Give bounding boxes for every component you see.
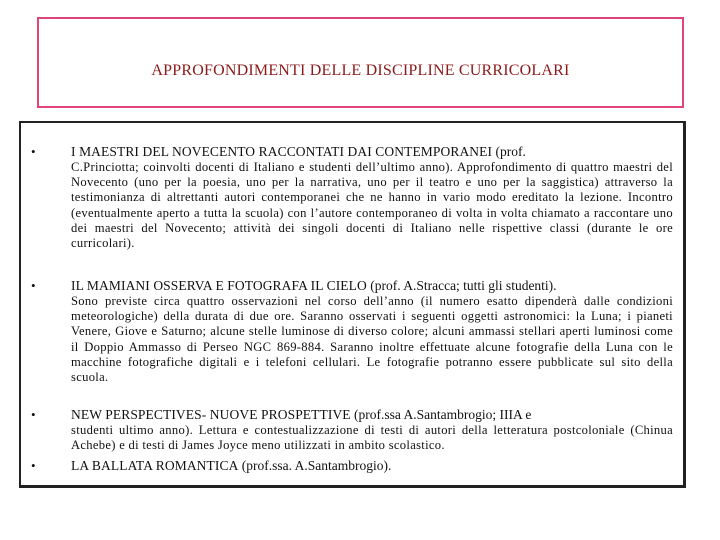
item-body: [71, 278, 673, 385]
item-name: LA BALLATA ROMANTICA: [71, 458, 239, 473]
title-box: [37, 17, 684, 108]
bullet-icon: •: [31, 407, 36, 422]
content-box: [19, 121, 686, 488]
item-body: [71, 144, 673, 251]
item-body: [71, 458, 673, 474]
bullet-icon: •: [31, 278, 36, 293]
item-body: [71, 407, 673, 453]
item-name: I MAESTRI DEL NOVECENTO RACCONTATI DAI CONTEMPORANEI: [71, 144, 493, 159]
item-description: Sono previste circa quattro osservazioni nel corso dell’anno (il numero esatto dipenderà dalle condizioni meteorologiche) della durata di due ore. Saranno osservati i seguenti oggetti astronomici: la Luna; i pianeti Venere, Giove e Saturno; alcune stelle luminose di diverso colore; alcuni ammassi stellari aperti luminosi come il Doppio Ammasso di Perseo NGC 869-884. Saranno inoltre effettuate alcune fotografie della Luna con le macchine fotografiche digitali e i telefoni cellulari. Le fotografie potranno essere pubblicate sul sito della scuola.: [71, 294, 673, 385]
item-description: studenti ultimo anno). Lettura e contestualizzazione di testi di autori della letteratura postcoloniale (Chinua Achebe) e di testi di James Joyce meno utilizzati in ambito scolastico.: [71, 423, 673, 453]
item-details: (prof.ssa A.Santambrogio; IIIA e: [354, 407, 532, 422]
bullet-icon: •: [31, 144, 36, 159]
item-heading: [71, 144, 673, 160]
bullet-icon: •: [31, 458, 36, 473]
item-name: IL MAMIANI OSSERVA E FOTOGRAFA IL CIELO: [71, 278, 367, 293]
item-heading: [71, 458, 673, 474]
item-name: NEW PERSPECTIVES- NUOVE PROSPETTIVE: [71, 407, 351, 422]
item-description: C.Princiotta; coinvolti docenti di Italiano e studenti dell’ultimo anno). Approfondimento di quattro maestri del Novecento (uno per la poesia, uno per la narrativa, uno per il teatro e uno per la saggistica) attraverso la testimonianza di altrettanti autori contemporanei che ne hanno in vario modo ereditato la lezione. Incontro (eventualmente aperto a tutta la scuola) con l’autore contemporaneo di volta in volta chiamato a raccontare uno dei maestri del Novecento; attività dei singoli docenti di Italiano nelle rispettive classi (durante le ore curricolari).: [71, 160, 673, 251]
item-heading: [71, 407, 673, 423]
item-details: (prof.: [495, 144, 526, 159]
item-details: (prof.ssa. A.Santambrogio).: [241, 458, 392, 473]
item-heading: [71, 278, 673, 294]
item-details: (prof. A.Stracca; tutti gli studenti).: [370, 278, 557, 293]
page-title: APPROFONDIMENTI DELLE DISCIPLINE CURRICOLARI: [151, 62, 570, 79]
